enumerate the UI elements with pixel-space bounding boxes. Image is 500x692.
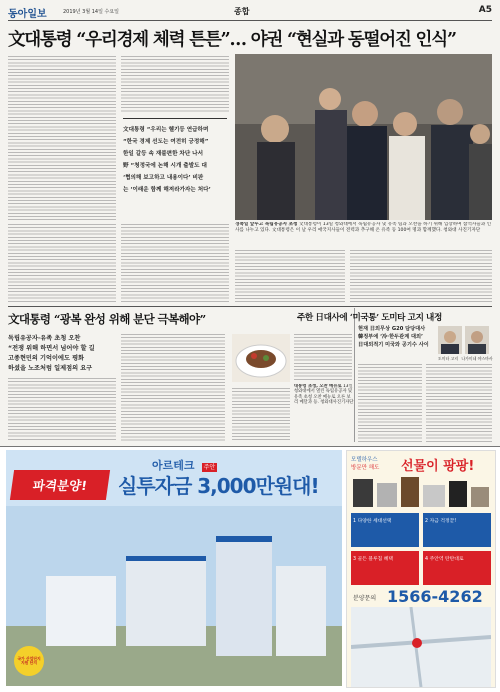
- story2-subheads: [8, 334, 116, 374]
- story3-subhead: 韓정부에 ‘冷·한두관계 대외’: [358, 334, 423, 340]
- pull-quote-line: ‘협의해 보고하고 내용이다’ 비판: [123, 175, 204, 181]
- ad-brand-name: 아르테크: [152, 459, 195, 472]
- main-photo-image: [235, 54, 492, 220]
- portrait-1-image: [438, 326, 462, 354]
- main-story-column-3: [8, 224, 116, 302]
- pull-quote: [123, 118, 227, 219]
- ad-building-illustration: [6, 506, 342, 686]
- photo-caption-text: 文대통령이 13일 청와대에서 독립유공자 및 유족 팀과 오찬을 하기 위해 입장하며 참석자들과 인사를 나누고 있다. 文대통령은 이 날 우리 애국지사들이 전력과 추구해 온 유족 등 100여 명과 함께했다. 청와대 사진기자단: [235, 222, 492, 233]
- page-number: A5: [478, 5, 492, 15]
- ad-right-map: [351, 607, 491, 687]
- story2-subhead: “전쟁 위해 하면서 넘어야 할 길: [8, 345, 95, 352]
- story2-headline: 文대통령 “광복 완성 위해 분단 극복해야”: [8, 312, 206, 326]
- ad-right[interactable]: [346, 450, 496, 688]
- masthead: [8, 3, 492, 19]
- ad-right-title: 선물이 팡팡!: [401, 459, 475, 474]
- story3-subhead: 현재 日외무상 G20 담당대사: [358, 326, 426, 332]
- ad-phone-number[interactable]: 1566-4262: [387, 587, 483, 606]
- section-label: 종합: [234, 7, 250, 16]
- story3-subhead: 日대외적기 미국와 공기수 사이: [358, 342, 429, 348]
- pull-quote-line: 野 “청정국에 논해 시개 출발도 대: [123, 163, 207, 169]
- section-divider: [8, 306, 492, 307]
- date-line: 2019년 3월 14일 수요일: [63, 9, 120, 15]
- paper-name: 동아일보: [8, 9, 47, 20]
- ad-burst: [10, 470, 110, 500]
- main-headline: 文대통령 “우리경제 체력 튼튼”… 야권 “현실과 동떨어진 인식”: [8, 30, 456, 50]
- masthead-rule: [8, 20, 492, 21]
- ad-right-item: 1 다양한 세대선택: [351, 513, 419, 547]
- photo-caption-title: 경축일 앞두고 독립유공자 초청: [235, 222, 298, 227]
- ad-left[interactable]: [6, 450, 342, 686]
- story2-photo-caption-title: 대통령 초청, 오찬 메뉴로: [294, 384, 342, 389]
- portrait-2: [465, 326, 489, 354]
- main-story-column-4: [121, 224, 229, 302]
- story3-column-2: [426, 364, 492, 442]
- main-story-column-5: [235, 250, 345, 302]
- story2-photo-caption: [294, 384, 354, 414]
- story3-divider: [354, 308, 355, 442]
- ad-right-items: [351, 513, 491, 585]
- story2-photo-caption-text: 13일 청와대에서 열린 독립유공자 및 유족 초청 오찬 메뉴로 오른 보리 메달과 등. 청와대사진기자단: [294, 384, 354, 406]
- pull-quote-line: 文대통령 “우리는 헬기등 연급하며: [123, 127, 209, 133]
- main-story-column-2: [121, 56, 229, 112]
- ad-right-item: 2 자금 걱정끝!: [423, 513, 491, 547]
- story2-column-2: [121, 334, 225, 442]
- story2-subhead: 고종현민의 기억이에도 평화: [8, 355, 85, 362]
- story2-column-4: [232, 388, 290, 442]
- main-story-column-6: [350, 250, 492, 302]
- portrait-1: [438, 326, 462, 354]
- pull-quote-line: “한국 경제 선도는 여전히 긍정해”: [123, 139, 209, 145]
- pull-quote-line: 한일 갈등 속 재불편한 차단 나서: [123, 151, 203, 157]
- story2-photo: [232, 334, 290, 382]
- pull-quote-line: 는 ‘이래운 함께 해져라가자는 처다’: [123, 187, 211, 193]
- ad-right-top-line2: 방문만 해도: [351, 465, 380, 471]
- ad-brand-tag: 주안: [203, 464, 216, 471]
- story2-column-1: [8, 378, 116, 442]
- portrait-2-caption: 나가미네 야스마사: [461, 356, 493, 361]
- ad-left-headline: 실투자금 3,000만원대!: [118, 474, 319, 498]
- main-photo: [235, 54, 492, 220]
- ad-right-item: 3 골든 블루칩 혜택: [351, 551, 419, 585]
- ad-phone-label: 분양문의: [353, 595, 377, 602]
- ad-right-item: 4 주안역 탄탄대로: [423, 551, 491, 585]
- ad-badge-text: 국가 산업단지 지원 단지: [17, 655, 41, 665]
- story3-subheads-block: [358, 325, 436, 349]
- photo-caption: [235, 222, 492, 248]
- story3-column-1: [358, 364, 422, 442]
- story2-column-3: [294, 334, 352, 380]
- story2-subhead: 독립유공자·유족 초청 오찬: [8, 335, 81, 342]
- story2-subhead: 하셨을 노조처럼 일제점의 요구: [8, 365, 93, 372]
- ad-badge: [14, 646, 44, 676]
- story3-headline: 주한 日대사에 ‘미국통’ 도미타 고지 내정: [297, 313, 442, 323]
- food-photo-image: [232, 334, 290, 382]
- portrait-2-image: [465, 326, 489, 354]
- ad-right-top-line1: 모델하우스: [351, 457, 378, 463]
- ad-right-products: [351, 475, 491, 509]
- ad-burst-text: 파격분양!: [31, 478, 88, 493]
- main-story-column-1: [8, 56, 116, 220]
- portrait-1-caption: 도미타 고지: [437, 356, 459, 361]
